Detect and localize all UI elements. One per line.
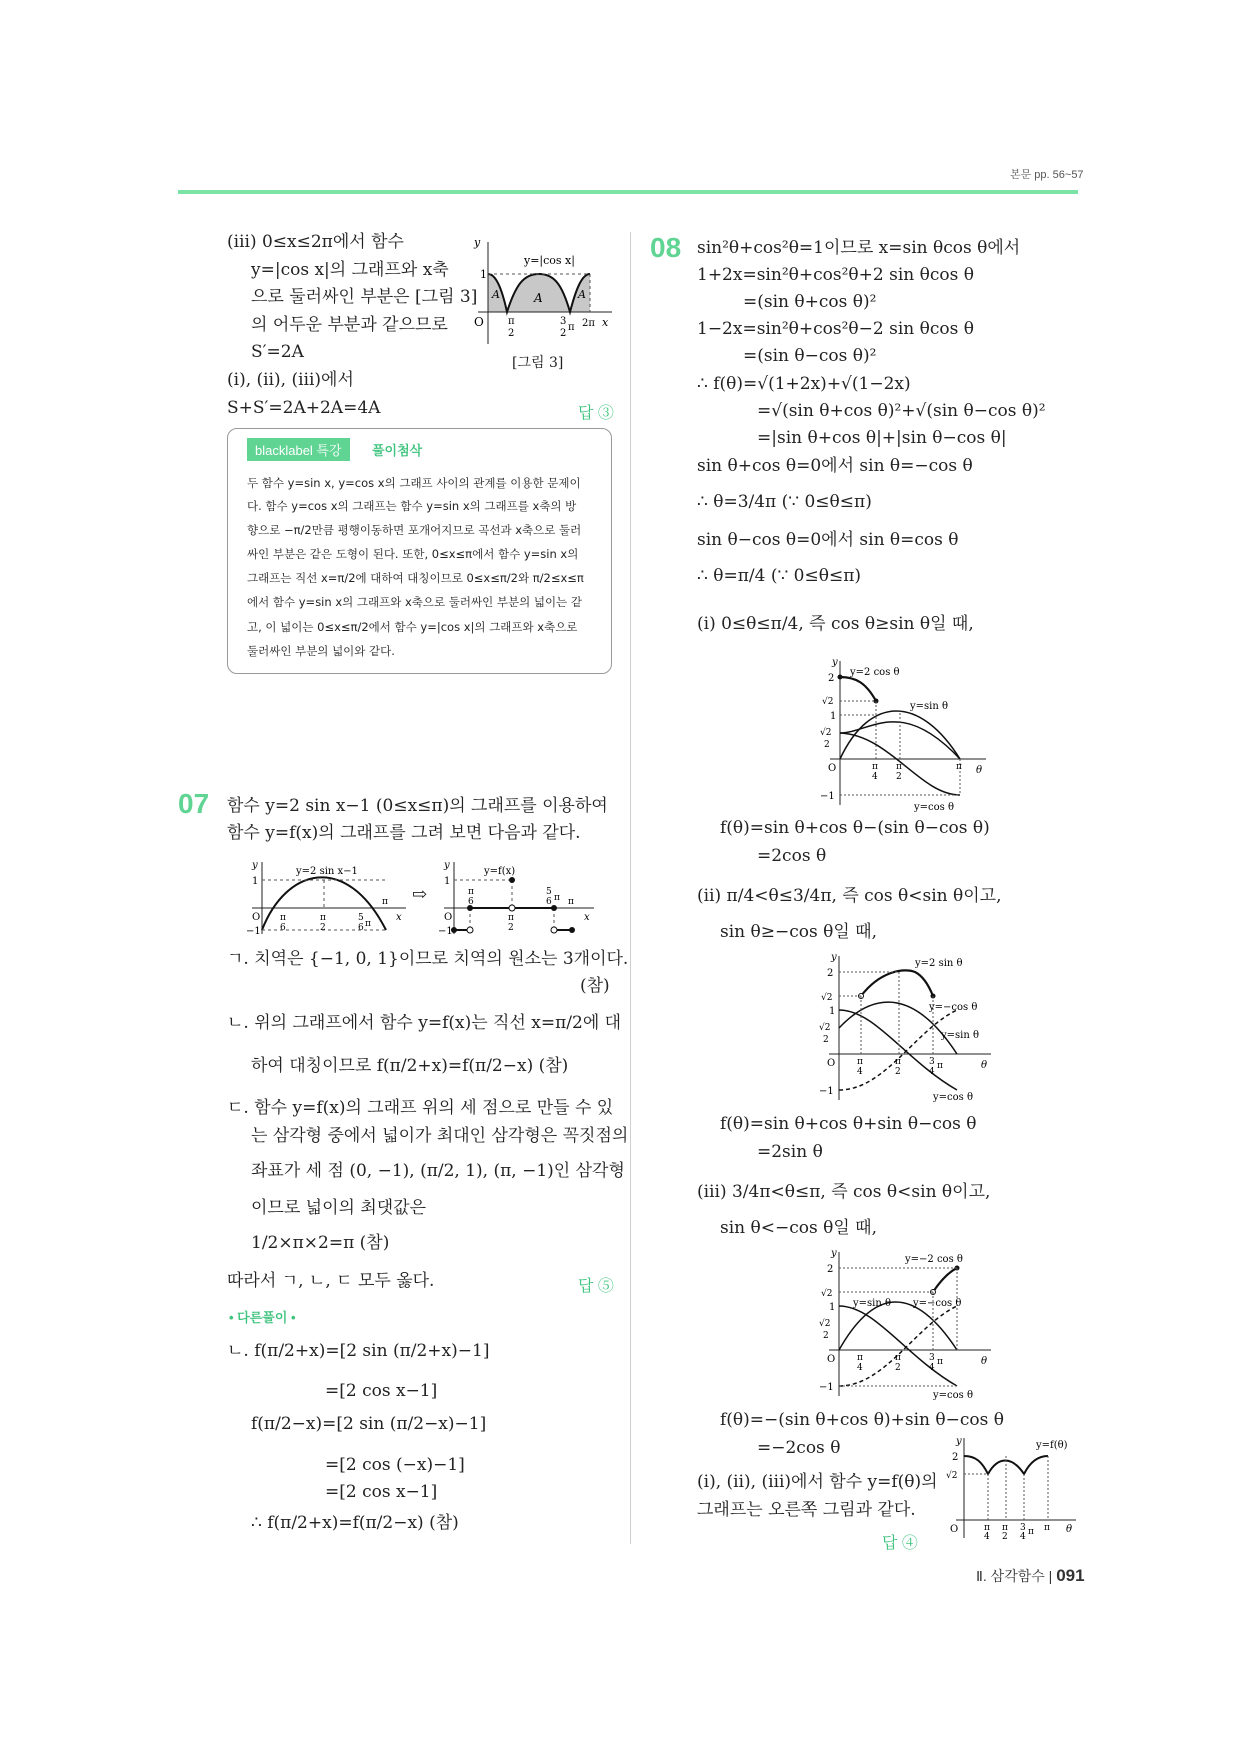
fig3-label: 1 (480, 268, 487, 281)
g4-label: O (950, 1524, 959, 1535)
g2-label: −1 (438, 926, 453, 937)
g2-label: 5 (546, 887, 552, 897)
g3-label: y=sin θ (853, 1298, 891, 1309)
other-solution-title: • 다른풀이 • (229, 1310, 296, 1325)
q07-item: 이므로 넓이의 최댓값은 (251, 1198, 427, 1218)
other-line: ∴ f(π/2+x)=f(π/2−x) (참) (251, 1513, 459, 1533)
special-line: 둘러싸인 부분의 넓이와 같다. (247, 644, 395, 658)
other-line: f(π/2−x)=[2 sin (π/2−x)−1] (251, 1414, 487, 1434)
fig3-label: A (578, 288, 586, 301)
g4-label: π (1002, 1523, 1008, 1533)
g2-label: π (937, 1061, 943, 1071)
g1-label: π (896, 762, 902, 772)
g2-label: y=−cos θ (929, 1002, 978, 1013)
g2-label: y (444, 860, 450, 871)
g1-label: 1 (830, 711, 837, 722)
g4-label: π (1028, 1527, 1034, 1537)
g2-label: y=cos θ (933, 1092, 973, 1103)
q08-line: ∴ θ=3/4π (∵ 0≤θ≤π) (697, 492, 872, 512)
g1-label: y (832, 657, 838, 668)
g1-label: y=2 cos θ (850, 667, 900, 678)
case3-result: f(θ)=−(sin θ+cos θ)+sin θ−cos θ (720, 1410, 1005, 1430)
g2-label: π (468, 887, 474, 897)
q08-line: =|sin θ+cos θ|+|sin θ−cos θ| (757, 428, 1007, 448)
g4-label: θ (1066, 1524, 1073, 1535)
g1-label: 2 (320, 923, 326, 933)
g2-label: x (584, 912, 590, 923)
g2-label: 1 (829, 1006, 836, 1017)
g2-label: θ (981, 1060, 988, 1071)
page-number: 091 (1056, 1566, 1085, 1585)
special-line: 향으로 −π/2만큼 평행이동하면 포개어지므로 곡선과 x축으로 둘러 (247, 523, 582, 537)
g1-label: π (320, 913, 326, 923)
case3-cond: sin θ<−cos θ일 때, (720, 1218, 878, 1238)
g2-label: y=2 sin θ (915, 958, 963, 969)
g4-label: 3 (1020, 1523, 1026, 1533)
g3-label: 2 (827, 1264, 834, 1275)
g1-label: 2 (824, 740, 830, 750)
special-subtag: 풀이첨삭 (372, 443, 423, 458)
special-line: 그래프는 직선 x=π/2에 대하여 대칭이므로 0≤x≤π/2와 π/2≤x≤π (247, 571, 584, 585)
g1-label: 6 (280, 923, 286, 933)
g1-label: π (382, 897, 388, 907)
other-line: =[2 cos x−1] (325, 1482, 438, 1502)
cont-line: 의 어두운 부분과 같으므로 (251, 315, 448, 335)
g1-func: y=2 sin x−1 (296, 866, 358, 877)
g4-label: π (984, 1523, 990, 1533)
special-line: 고, 이 넓이는 0≤x≤π/2에서 함수 y=|cos x|의 그래프와 x축으로 (247, 620, 578, 634)
g4-label: π (1044, 1523, 1050, 1533)
g2-label: −1 (819, 1086, 834, 1097)
g1-label: 6 (358, 923, 364, 933)
fig3-label: 2 (560, 328, 567, 339)
question-number-08: 08 (650, 232, 682, 263)
g4-label: 2 (1002, 1532, 1008, 1540)
chapter-label: Ⅱ. 삼각함수 | (976, 1568, 1053, 1584)
other-line: ㄴ. f(π/2+x)=[2 sin (π/2+x)−1] (227, 1341, 490, 1361)
q07-intro: 함수 y=f(x)의 그래프를 그려 보면 다음과 같다. (227, 823, 581, 843)
q07-item: ㄴ. 위의 그래프에서 함수 y=f(x)는 직선 x=π/2에 대 (227, 1013, 622, 1033)
g2-func: y=f(x) (484, 866, 516, 877)
q08-line: ∴ θ=π/4 (∵ 0≤θ≤π) (697, 566, 862, 586)
g2-label: π (857, 1057, 863, 1067)
g2-label: 6 (546, 897, 552, 907)
case2-cond: (ⅱ) π/4<θ≤3/4π, 즉 cos θ<sin θ이고, (697, 886, 1002, 906)
q08-line: sin θ+cos θ=0에서 sin θ=−cos θ (697, 456, 973, 476)
g1-label: 4 (872, 772, 878, 782)
q07-item: (참) (580, 976, 610, 996)
g3-label: 3 (929, 1353, 935, 1363)
g2-label: √2 (821, 993, 833, 1003)
case2-cond: sin θ≥−cos θ일 때, (720, 922, 878, 942)
g1-label: y=cos θ (914, 802, 954, 813)
q08-line: =(sin θ+cos θ)² (743, 292, 877, 312)
g3-label: 2 (823, 1331, 829, 1341)
answer-prev: 답 ③ (578, 405, 614, 422)
g2-label: 6 (468, 897, 474, 907)
g1-label: √2 (822, 697, 834, 707)
case1-result: f(θ)=sin θ+cos θ−(sin θ−cos θ) (720, 818, 990, 838)
g4-label: y (956, 1436, 962, 1447)
q08-graph-case1 (810, 655, 990, 813)
g1-label: π (956, 762, 962, 772)
special-line: 두 함수 y=sin x, y=cos x의 그래프 사이의 관계를 이용한 문제이 (247, 476, 581, 490)
fig3-label: A (492, 288, 500, 301)
conclusion: 그래프는 오른쪽 그림과 같다. (697, 1500, 916, 1520)
cont-line: (ⅰ), (ⅱ), (ⅲ)에서 (227, 370, 354, 390)
q07-intro: 함수 y=2 sin x−1 (0≤x≤π)의 그래프를 이용하여 (227, 796, 608, 816)
g2-label: 1 (444, 876, 451, 887)
g1-label: 1 (252, 876, 259, 887)
fig3-label: 2 (508, 328, 515, 339)
g3-label: 4 (929, 1363, 935, 1373)
g1-label: √2 (820, 728, 832, 738)
special-line: 에서 함수 y=sin x의 그래프와 x축으로 둘러싸인 부분의 넓이는 같 (247, 595, 582, 609)
g1-label: x (396, 912, 402, 923)
g2-label: π (568, 897, 574, 907)
g1-label: O (828, 763, 837, 774)
g1-label: 2 (896, 772, 902, 782)
special-tag: blacklabel 특강 (247, 438, 350, 461)
g2-label: y=sin θ (941, 1030, 979, 1041)
fig3-label: 3 (560, 316, 567, 327)
g1-label: O (252, 912, 261, 923)
g3-label: π (857, 1353, 863, 1363)
q08-graph-case3 (795, 1246, 995, 1402)
conclusion: (ⅰ), (ⅱ), (ⅲ)에서 함수 y=f(θ)의 (697, 1472, 938, 1492)
g4-label: 2 (952, 1452, 959, 1463)
answer-08: 답 ④ (882, 1535, 918, 1552)
q08-line: 1+2x=sin²θ+cos²θ+2 sin θcos θ (697, 265, 974, 285)
q07-item: 는 삼각형 중에서 넓이가 최대인 삼각형은 꼭짓점의 (251, 1126, 629, 1146)
g3-label: √2 (821, 1289, 833, 1299)
g2-label: π (895, 1057, 901, 1067)
q07-item: 좌표가 세 점 (0, −1), (π/2, 1), (π, −1)인 삼각형 (251, 1161, 625, 1181)
g2-label: y (831, 952, 837, 963)
g2-label: 4 (857, 1067, 863, 1077)
column-divider (630, 232, 631, 1544)
g1-label: θ (976, 765, 983, 776)
q08-graph-final (940, 1434, 1080, 1540)
q08-graph-case2 (795, 950, 995, 1106)
g2-label: 2 (823, 1035, 829, 1045)
q08-line: 1−2x=sin²θ+cos²θ−2 sin θcos θ (697, 319, 974, 339)
g1-label: π (280, 913, 286, 923)
g4-label: y=f(θ) (1036, 1440, 1068, 1451)
fig3-caption: [그림 3] (512, 355, 564, 371)
g3-label: y=cos θ (933, 1390, 973, 1401)
g3-label: 4 (857, 1363, 863, 1373)
fig3-label: y (474, 236, 481, 249)
q07-item: 따라서 ㄱ, ㄴ, ㄷ 모두 옳다. (227, 1271, 435, 1291)
g4-label: 4 (1020, 1532, 1026, 1540)
g1-label: 5 (358, 913, 364, 923)
answer-07: 답 ⑤ (578, 1278, 614, 1295)
g3-label: θ (981, 1356, 988, 1367)
g2-label: √2 (819, 1023, 831, 1033)
q08-line: sin²θ+cos²θ=1이므로 x=sin θcos θ에서 (697, 238, 1021, 258)
g1-label: π (872, 762, 878, 772)
special-line: 싸인 부분은 같은 도형이 된다. 또한, 0≤x≤π에서 함수 y=sin x의 (247, 547, 579, 561)
q07-item: 1/2×π×2=π (참) (251, 1233, 390, 1253)
g3-label: π (937, 1357, 943, 1367)
question-number-07: 07 (178, 788, 210, 819)
fig3-label: 2π (582, 318, 595, 329)
q07-graph-1 (246, 858, 412, 938)
case2-result: =2sin θ (757, 1142, 823, 1162)
q08-line: sin θ−cos θ=0에서 sin θ=cos θ (697, 530, 959, 550)
q08-line: (ⅰ) 0≤θ≤π/4, 즉 cos θ≥sin θ일 때, (697, 614, 974, 634)
footer (976, 1566, 1085, 1586)
g2-label: O (827, 1058, 836, 1069)
g1-label: 2 (828, 673, 835, 684)
g2-label: 2 (508, 923, 514, 933)
g2-label: 3 (929, 1057, 935, 1067)
g3-label: √2 (819, 1319, 831, 1329)
g3-label: y (831, 1248, 837, 1259)
g2-label: π (554, 893, 560, 903)
cont-line: 으로 둘러싸인 부분은 [그림 3] (251, 287, 478, 307)
other-line: =[2 cos (−x)−1] (325, 1455, 465, 1475)
q07-item: ㄷ. 함수 y=f(x)의 그래프 위의 세 점으로 만들 수 있 (227, 1098, 614, 1118)
other-line: =[2 cos x−1] (325, 1381, 438, 1401)
case2-result: f(θ)=sin θ+cos θ+sin θ−cos θ (720, 1114, 977, 1134)
g3-label: y=−2 cos θ (905, 1254, 963, 1265)
case1-result: =2cos θ (757, 846, 827, 866)
q08-line: =(sin θ−cos θ)² (743, 346, 877, 366)
fig3-label: A (534, 291, 543, 305)
g3-label: y=−cos θ (913, 1298, 962, 1309)
cont-line: y=|cos x|의 그래프와 x축 (251, 260, 449, 280)
g3-label: O (827, 1354, 836, 1365)
figure-3 (462, 234, 622, 352)
page-reference: 본문 pp. 56~57 (1010, 169, 1084, 181)
g4-label: 4 (984, 1532, 990, 1540)
g2-label: 4 (929, 1067, 935, 1077)
cont-line: S′=2A (251, 342, 304, 362)
g1-label: −1 (246, 926, 261, 937)
g2-label: 2 (895, 1067, 901, 1077)
g1-label: π (365, 919, 371, 929)
cont-line: S+S′=2A+2A=4A (227, 398, 381, 418)
arrow-icon: ⇨ (412, 884, 428, 905)
fig3-label: O (474, 315, 484, 329)
g1-label: y=sin θ (910, 701, 948, 712)
g3-label: 1 (829, 1302, 836, 1313)
q08-line: ∴ f(θ)=√(1+2x)+√(1−2x) (697, 374, 911, 394)
q08-line: =√(sin θ+cos θ)²+√(sin θ−cos θ)² (757, 401, 1046, 421)
case3-cond: (ⅲ) 3/4π<θ≤π, 즉 cos θ<sin θ이고, (697, 1182, 991, 1202)
case3-result: =−2cos θ (757, 1438, 841, 1458)
g1-label: −1 (820, 791, 835, 802)
q07-item: 하여 대칭이므로 f(π/2+x)=f(π/2−x) (참) (251, 1056, 569, 1076)
g3-label: −1 (819, 1382, 834, 1393)
g3-label: π (895, 1353, 901, 1363)
g2-label: π (508, 913, 514, 923)
g2-label: 2 (827, 968, 834, 979)
g4-label: √2 (946, 1471, 958, 1481)
fig3-label: π (508, 316, 515, 327)
g3-label: 2 (895, 1363, 901, 1373)
fig3-func: y=|cos x| (524, 254, 575, 267)
top-rule (178, 190, 1078, 194)
g2-label: O (444, 912, 453, 923)
special-line: 다. 함수 y=cos x의 그래프는 함수 y=sin x의 그래프를 x축의 방 (247, 499, 577, 513)
g1-label: y (252, 860, 258, 871)
fig3-label: x (602, 316, 609, 329)
q07-item: ㄱ. 치역은 {−1, 0, 1}이므로 치역의 원소는 3개이다. (227, 949, 629, 969)
q07-graph-2 (438, 858, 598, 938)
cont-line: (ⅲ) 0≤x≤2π에서 함수 (227, 232, 404, 252)
fig3-label: π (568, 322, 575, 333)
